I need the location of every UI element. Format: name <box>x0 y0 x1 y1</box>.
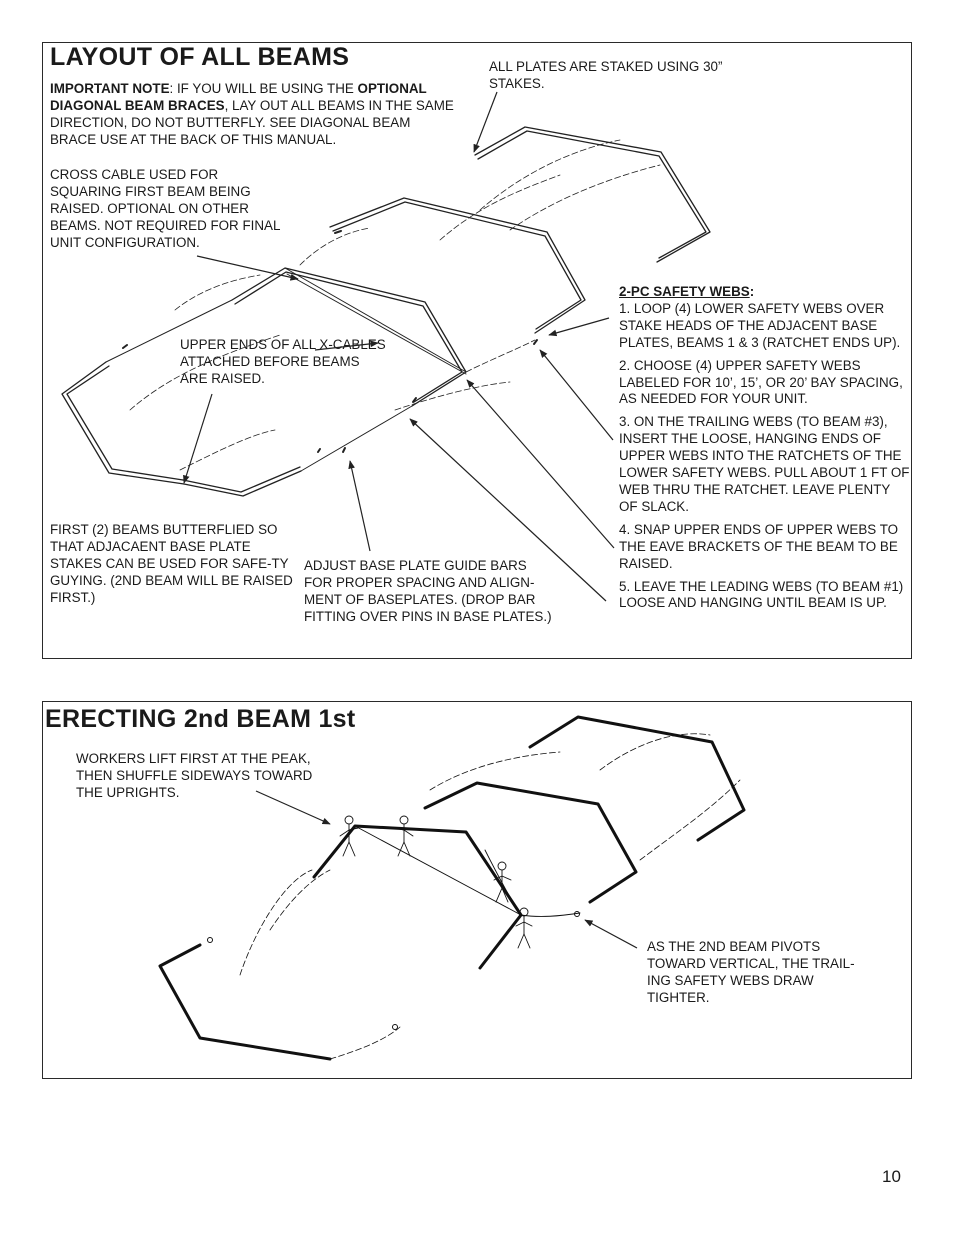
base-plate-guide-bars <box>106 300 412 471</box>
worker-figure <box>340 816 358 856</box>
stake-marks <box>123 231 537 452</box>
cross-cable-note: CROSS CABLE USED FOR SQUARING FIRST BEAM BEING RAISED. OPTIONAL ON OTHER BEAMS. NOT REQUIRED FOR FINAL UNIT CONFIGURATION. <box>50 167 280 250</box>
x-cables-arrow <box>315 343 378 350</box>
stakes-arrow <box>474 92 497 152</box>
erect-guy-curves <box>240 734 740 1059</box>
safety-webs-step: 2. CHOOSE (4) UPPER SAFETY WEBS LABELED FOR 10’, 15’, OR 20’ BAY SPACING, AS NEEDED FOR YOUR UNIT. <box>619 357 903 407</box>
beam-layout-drawing <box>62 127 710 496</box>
erecting-arrows <box>256 791 637 948</box>
safety-web-arrow-3 <box>540 350 613 440</box>
pivot-note: AS THE 2ND BEAM PIVOTS TOWARD VERTICAL, THE TRAIL-ING SAFETY WEBS DRAW TIGHTER. <box>647 939 855 1005</box>
safety-web-arrow-1 <box>549 318 609 335</box>
guide-bars-note: ADJUST BASE PLATE GUIDE BARS FOR PROPER SPACING AND ALIGN-MENT OF BASEPLATES. (DROP BAR FITTING OVER PINS IN BASE PLATES.) <box>304 558 552 624</box>
x-cables-note: UPPER ENDS OF ALL X-CABLES ATTACHED BEFORE BEAMS ARE RAISED. <box>180 337 386 386</box>
stake-marker <box>393 1025 398 1030</box>
beam-1-frame <box>62 268 466 496</box>
page-number: 10 <box>882 1167 901 1186</box>
important-note-label: IMPORTANT NOTE <box>50 81 170 96</box>
beam-2-frame <box>330 198 585 333</box>
safety-web-arrow-5 <box>410 419 606 601</box>
x-cables <box>285 268 466 374</box>
erecting-title: ERECTING 2nd BEAM 1st <box>45 705 356 733</box>
guide-bars-arrow <box>350 461 370 551</box>
layout-arrows <box>184 92 614 601</box>
safety-webs-colon: : <box>749 284 755 299</box>
butterfly-arrow <box>184 394 212 483</box>
worker-figure <box>395 816 413 856</box>
guy-curves <box>130 140 660 470</box>
important-note-text-2: , LAY OUT ALL BEAMS IN THE SAME DIRECTION, DO NOT BUTTERFLY. SEE DIAGONAL BEAM BRACE USE AT THE BACK OF THIS MANUAL. <box>50 97 454 147</box>
safety-webs-step: 5. LEAVE THE LEADING WEBS (TO BEAM #1) LOOSE AND HANGING UNTIL BEAM IS UP. <box>619 578 904 611</box>
safety-web-arrow-4 <box>467 380 614 548</box>
safety-webs-step: 4. SNAP UPPER ENDS OF UPPER WEBS TO THE EAVE BRACKETS OF THE BEAM TO BE RAISED. <box>619 521 899 571</box>
beam-2-frame-raised <box>425 783 636 902</box>
important-note-text-1: : IF YOU WILL BE USING THE <box>169 81 358 96</box>
erect-cables <box>355 826 580 916</box>
important-note-emphasis: OPTIONAL DIAGONAL BEAM BRACES <box>50 81 427 113</box>
stakes-note: ALL PLATES ARE STAKED USING 30” STAKES. <box>489 59 723 91</box>
workers-note: WORKERS LIFT FIRST AT THE PEAK, THEN SHUFFLE SIDEWAYS TOWARD THE UPRIGHTS. <box>76 751 313 800</box>
stake-marker <box>208 938 213 943</box>
pivot-arrow <box>585 920 637 948</box>
safety-webs-step: 3. ON THE TRAILING WEBS (TO BEAM #3), INSERT THE LOOSE, HANGING ENDS OF UPPER WEBS INTO THE RATCHETS OF THE LOWER SAFETY WEBS. PULL ABOUT 1 FT OF WEB THRU THE RATCHET. LEAVE PLENTY OF SLACK. <box>619 414 910 514</box>
beam-2-pivoting <box>314 826 521 968</box>
layout-title: LAYOUT OF ALL BEAMS <box>50 43 350 71</box>
beam-3-frame-raised <box>530 717 744 840</box>
safety-webs-step: 1. LOOP (4) LOWER SAFETY WEBS OVER STAKE HEADS OF THE ADJACENT BASE PLATES, BEAMS 1 & 3 (RATCHET ENDS UP). <box>619 300 901 350</box>
butterfly-note: FIRST (2) BEAMS BUTTERFLIED SO THAT ADJACAENT BASE PLATE STAKES CAN BE USED FOR SAFE-TY GUYING. (2ND BEAM WILL BE RAISED FIRST.) <box>50 522 293 605</box>
workers-arrow <box>256 791 330 824</box>
erecting-drawing <box>160 717 744 1059</box>
safety-webs-heading: 2-PC SAFETY WEBS <box>619 284 750 299</box>
cross-cable-arrow <box>197 256 298 279</box>
